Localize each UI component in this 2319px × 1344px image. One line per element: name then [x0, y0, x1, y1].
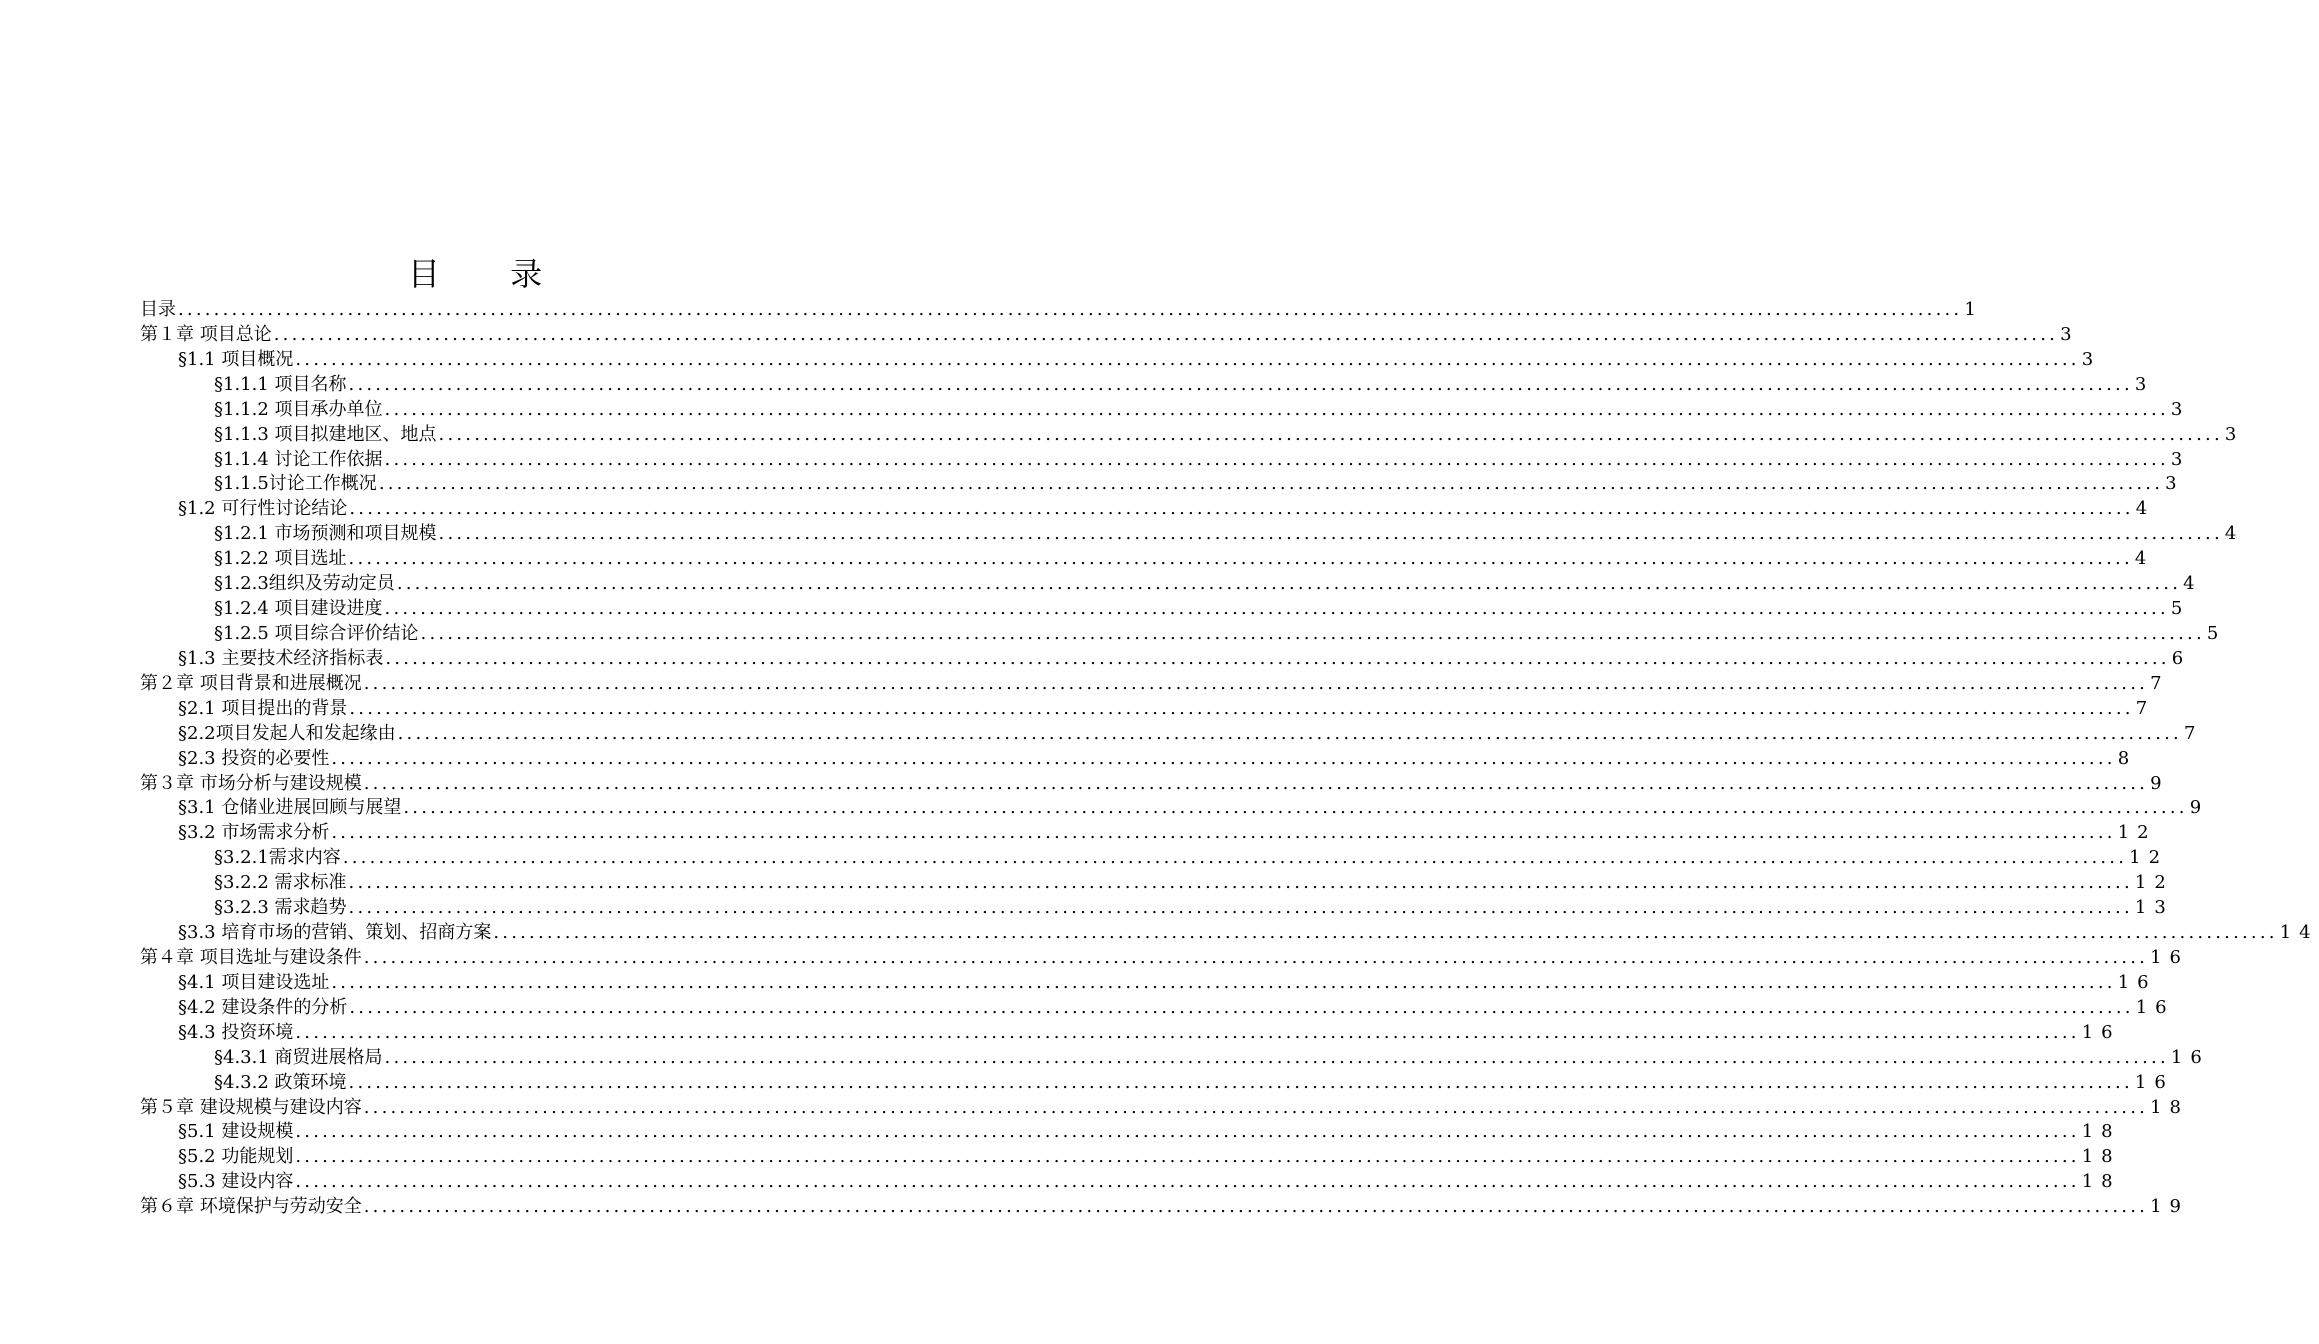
toc-entry-title: §1.1.1 项目名称: [214, 373, 347, 395]
toc-dot-leader: ........................................................................................................................................................................................................: [273, 323, 2059, 345]
toc-entry-title: §1.1.2 项目承办单位: [214, 398, 383, 420]
toc-dot-leader: ........................................................................................................................................................................................................: [397, 722, 2182, 744]
toc-page-number: 16: [2135, 996, 2175, 1018]
toc-page-number: 16: [2150, 946, 2189, 968]
toc-page-number: 9: [2150, 772, 2170, 794]
toc-dot-leader: ........................................................................................................................................................................................................: [295, 1021, 2080, 1043]
toc-page-number: 3: [2224, 423, 2245, 445]
toc-page-number: 7: [2150, 672, 2170, 694]
toc-dot-leader: ........................................................................................................................................................................................................: [348, 1071, 2133, 1093]
toc-entry[interactable]: [140, 472, 2185, 497]
toc-entry[interactable]: [140, 323, 2080, 348]
toc-dot-leader: ........................................................................................................................................................................................................: [384, 398, 2169, 420]
toc-entry[interactable]: [140, 298, 1984, 323]
toc-entry-title: §1.2.5 项目综合评价结论: [214, 622, 419, 644]
toc-page-number: 3: [2165, 473, 2185, 495]
toc-dot-leader: ........................................................................................................................................................................................................: [378, 473, 2164, 495]
toc-entry[interactable]: [140, 1046, 2210, 1071]
toc-entry-title: §5.3 建设内容: [178, 1171, 294, 1193]
toc-page-number: 14: [2279, 922, 2319, 944]
toc-dot-leader: ........................................................................................................................................................................................................: [385, 647, 2170, 669]
toc-dot-leader: ........................................................................................................................................................................................................: [349, 498, 2134, 520]
toc-entry[interactable]: [140, 946, 2189, 971]
toc-entry-title: §1.1.3 项目拟建地区、地点: [214, 423, 437, 445]
toc-page-number: 16: [2170, 1046, 2210, 1068]
toc-entry-title: §3.1 仓储业进展回顾与展望: [178, 797, 402, 819]
toc-entry-title: §2.1 项目提出的背景: [178, 697, 348, 719]
toc-entry-title: §3.2.1需求内容: [214, 847, 341, 869]
toc-page-number: 4: [2135, 498, 2156, 520]
toc-entry[interactable]: [140, 1170, 2121, 1195]
toc-entry-title: 第３章 市场分析与建设规模: [140, 772, 362, 794]
toc-entry-title: §1.1.5讨论工作概况: [214, 473, 377, 495]
toc-entry-title: §1.2.4 项目建设进度: [214, 598, 383, 620]
toc-entry-title: §5.2 功能规划: [178, 1146, 294, 1168]
toc-entry[interactable]: [140, 1120, 2121, 1145]
toc-entry[interactable]: [140, 846, 2169, 871]
toc-dot-leader: ........................................................................................................................................................................................................: [331, 822, 2116, 844]
toc-entry[interactable]: [140, 1071, 2174, 1096]
toc-dot-leader: ........................................................................................................................................................................................................: [363, 772, 2149, 794]
toc-title: 目 录: [407, 255, 573, 293]
toc-entry[interactable]: [140, 448, 2191, 473]
toc-page-number: 4: [2224, 523, 2245, 545]
toc-entry[interactable]: [140, 896, 2174, 921]
toc-entry[interactable]: [140, 348, 2102, 373]
toc-entry-title: §3.3 培育市场的营销、策划、招商方案: [178, 922, 492, 944]
toc-entry-title: §1.2.1 市场预测和项目规模: [214, 523, 437, 545]
toc-page-number: 12: [2129, 847, 2169, 869]
toc-dot-leader: ........................................................................................................................................................................................................: [438, 423, 2223, 445]
toc-dot-leader: ........................................................................................................................................................................................................: [363, 1196, 2149, 1218]
toc-page-number: 18: [2150, 1096, 2189, 1118]
toc-entry-title: §4.2 建设条件的分析: [178, 996, 348, 1018]
toc-page-number: 13: [2134, 897, 2174, 919]
toc-dot-leader: ........................................................................................................................................................................................................: [403, 797, 2188, 819]
toc-dot-leader: ........................................................................................................................................................................................................: [349, 996, 2134, 1018]
toc-entry-title: §4.3.1 商贸进展格局: [214, 1046, 383, 1068]
toc-dot-leader: ........................................................................................................................................................................................................: [295, 1171, 2080, 1193]
toc-dot-leader: ........................................................................................................................................................................................................: [438, 523, 2223, 545]
toc-dot-leader: ........................................................................................................................................................................................................: [420, 622, 2205, 644]
toc-dot-leader: ........................................................................................................................................................................................................: [493, 922, 2278, 944]
toc-entry[interactable]: [140, 672, 2170, 697]
toc-page-number: 5: [2206, 622, 2227, 644]
toc-dot-leader: ........................................................................................................................................................................................................: [363, 672, 2149, 694]
toc-entry[interactable]: [140, 497, 2156, 522]
toc-entry[interactable]: [140, 597, 2191, 622]
toc-page-number: 9: [2189, 797, 2210, 819]
toc-entry[interactable]: [140, 522, 2245, 547]
toc-page-number: 12: [2134, 872, 2174, 894]
toc-entry[interactable]: [140, 772, 2170, 797]
toc-entry-title: 第５章 建设规模与建设内容: [140, 1096, 362, 1118]
toc-entry-title: 第２章 项目背景和进展概况: [140, 672, 362, 694]
toc-dot-leader: ........................................................................................................................................................................................................: [342, 847, 2128, 869]
toc-entry[interactable]: [140, 1021, 2121, 1046]
toc-entry-title: §2.2项目发起人和发起缘由: [178, 722, 396, 744]
toc-entry[interactable]: [140, 423, 2245, 448]
toc-entry[interactable]: [140, 971, 2157, 996]
toc-entry-title: §3.2.2 需求标准: [214, 872, 347, 894]
toc-entry-title: §1.3 主要技术经济指标表: [178, 647, 384, 669]
toc-dot-leader: ........................................................................................................................................................................................................: [348, 548, 2133, 570]
toc-dot-leader: ........................................................................................................................................................................................................: [331, 971, 2116, 993]
toc-page-number: 12: [2117, 822, 2157, 844]
toc-entry-title: §1.2.3组织及劳动定员: [214, 573, 395, 595]
toc-entry[interactable]: [140, 647, 2192, 672]
toc-dot-leader: ........................................................................................................................................................................................................: [384, 1046, 2169, 1068]
toc-entry-title: 目录: [140, 299, 176, 320]
toc-entry-title: §3.2 市场需求分析: [178, 822, 330, 844]
toc-page-number: 3: [2060, 323, 2080, 345]
toc-page-number: 4: [2183, 573, 2203, 595]
toc-page-number: 4: [2134, 548, 2155, 570]
toc-page-number: 1: [1964, 299, 1984, 320]
toc-page-number: 3: [2170, 448, 2191, 470]
toc-dot-leader: ........................................................................................................................................................................................................: [363, 1096, 2149, 1118]
toc-page-number: 16: [2117, 971, 2157, 993]
toc-entry-title: §4.3 投资环境: [178, 1021, 294, 1043]
toc-dot-leader: ........................................................................................................................................................................................................: [295, 348, 2080, 370]
toc-entry[interactable]: [140, 747, 2138, 772]
toc-entry[interactable]: [140, 921, 2319, 946]
toc-page-number: 19: [2150, 1196, 2189, 1218]
toc-entry[interactable]: [140, 622, 2227, 647]
table-of-contents: [140, 298, 2319, 1220]
toc-entry[interactable]: [140, 722, 2204, 747]
toc-page-number: 18: [2081, 1171, 2121, 1193]
toc-entry-title: 第４章 项目选址与建设条件: [140, 946, 362, 968]
toc-entry[interactable]: [140, 697, 2156, 722]
toc-page-number: 16: [2134, 1071, 2174, 1093]
toc-dot-leader: ........................................................................................................................................................................................................: [384, 448, 2169, 470]
toc-page-number: 3: [2081, 348, 2102, 370]
toc-page-number: 18: [2081, 1146, 2121, 1168]
toc-dot-leader: ........................................................................................................................................................................................................: [331, 747, 2116, 769]
toc-dot-leader: ........................................................................................................................................................................................................: [384, 598, 2169, 620]
toc-dot-leader: ........................................................................................................................................................................................................: [348, 872, 2133, 894]
toc-entry-title: §1.2.2 项目选址: [214, 548, 347, 570]
toc-page-number: 8: [2117, 747, 2138, 769]
toc-entry-title: §3.2.3 需求趋势: [214, 897, 347, 919]
toc-page-number: 7: [2135, 697, 2156, 719]
toc-entry-title: §4.1 项目建设选址: [178, 971, 330, 993]
toc-page-number: 3: [2170, 398, 2191, 420]
toc-entry-title: §1.1.4 讨论工作依据: [214, 448, 383, 470]
toc-entry[interactable]: [140, 398, 2191, 423]
toc-page-number: 7: [2183, 722, 2204, 744]
toc-entry[interactable]: [140, 572, 2203, 597]
toc-entry[interactable]: [140, 871, 2174, 896]
toc-entry[interactable]: [140, 547, 2155, 572]
toc-dot-leader: ........................................................................................................................................................................................................: [396, 573, 2182, 595]
toc-entry[interactable]: [140, 1145, 2121, 1170]
toc-entry-title: §2.3 投资的必要性: [178, 747, 330, 769]
toc-entry-title: §4.3.2 政策环境: [214, 1071, 347, 1093]
toc-entry[interactable]: [140, 796, 2210, 821]
toc-page-number: 3: [2134, 373, 2155, 395]
toc-dot-leader: ........................................................................................................................................................................................................: [363, 946, 2149, 968]
toc-entry[interactable]: [140, 996, 2175, 1021]
toc-entry[interactable]: [140, 1096, 2189, 1121]
toc-page-number: 18: [2081, 1121, 2121, 1143]
toc-page-number: 6: [2171, 647, 2192, 669]
toc-dot-leader: ........................................................................................................................................................................................................: [349, 697, 2134, 719]
toc-dot-leader: ........................................................................................................................................................................................................: [348, 897, 2133, 919]
toc-entry-title: §1.1 项目概况: [178, 348, 294, 370]
toc-dot-leader: ........................................................................................................................................................................................................: [348, 373, 2133, 395]
toc-page-number: 5: [2170, 598, 2191, 620]
toc-dot-leader: ........................................................................................................................................................................................................: [295, 1121, 2080, 1143]
toc-dot-leader: ........................................................................................................................................................................................................: [295, 1146, 2080, 1168]
toc-entry[interactable]: [140, 821, 2157, 846]
toc-page-number: 16: [2081, 1021, 2121, 1043]
toc-entry-title: 第１章 项目总论: [140, 323, 272, 345]
toc-entry-title: §1.2 可行性讨论结论: [178, 498, 348, 520]
toc-entry-title: §5.1 建设规模: [178, 1121, 294, 1143]
toc-entry-title: 第６章 环境保护与劳动安全: [140, 1196, 362, 1218]
toc-entry[interactable]: [140, 1195, 2189, 1220]
toc-entry[interactable]: [140, 373, 2155, 398]
toc-dot-leader: ........................................................................................................................................................................................................: [178, 299, 1963, 320]
